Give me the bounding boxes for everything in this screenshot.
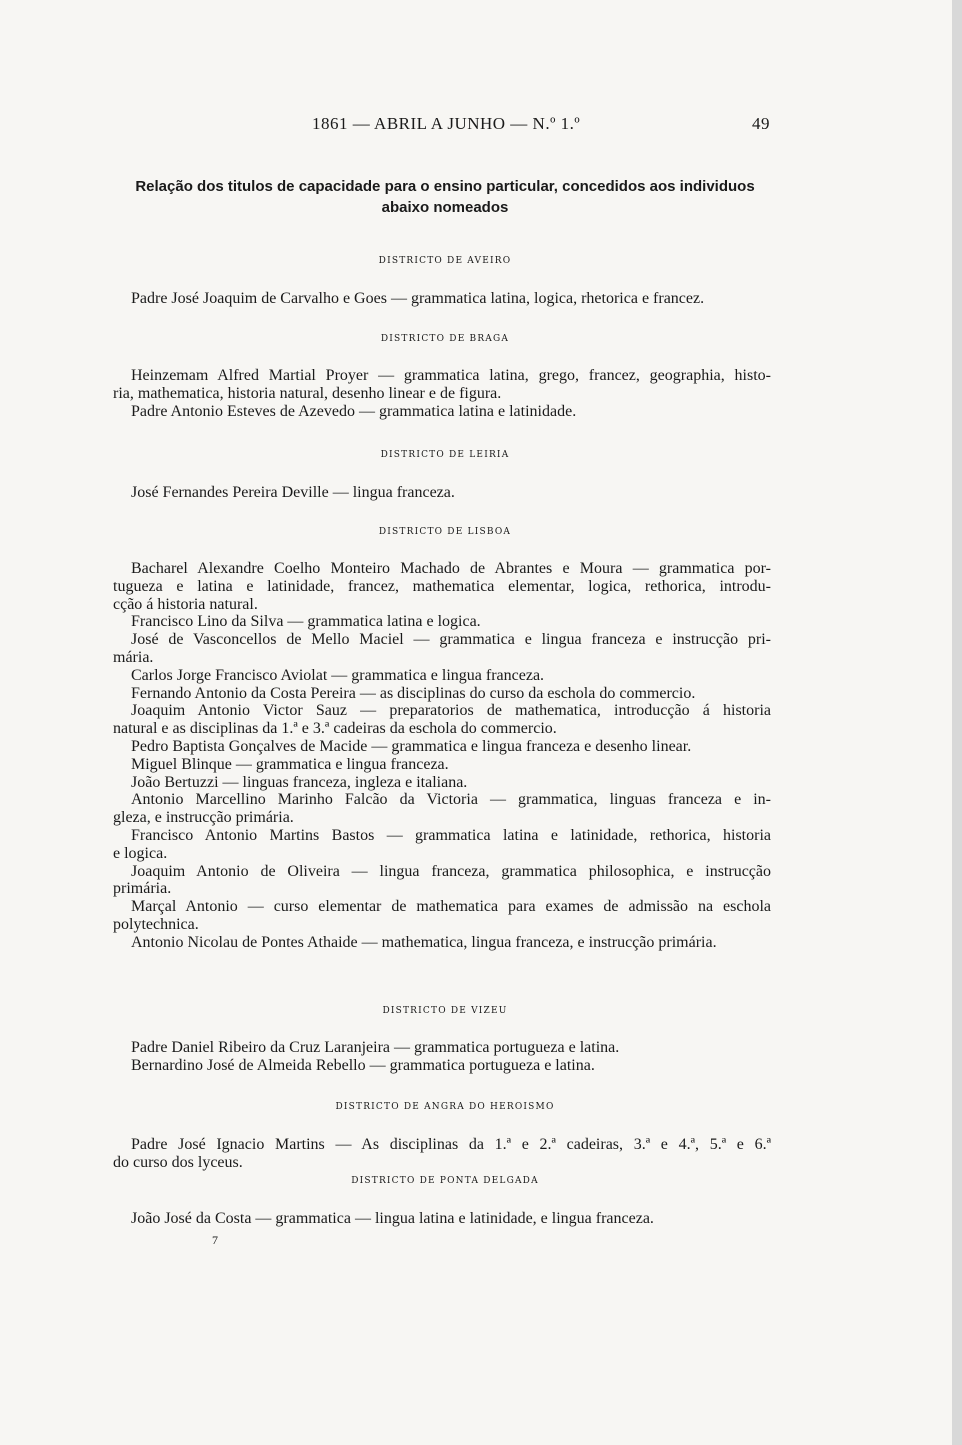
district-heading-vizeu: DISTRICTO DE VIZEU: [382, 1006, 508, 1016]
entry-line: polytechnica.: [113, 915, 199, 933]
entry-line: Miguel Blinque — grammatica e lingua franceza.: [131, 755, 449, 773]
entry-line: Marçal Antonio — curso elementar de mathematica para exames de admissão na eschola: [131, 898, 771, 916]
title-line: Relação dos titulos de capacidade para o ensino particular, concedidos aos individuos: [135, 178, 755, 195]
entry-line: ria, mathematica, historia natural, desenho linear e de figura.: [113, 384, 502, 402]
entry-line: Padre Daniel Ribeiro da Cruz Laranjeira — grammatica portugueza e latina.: [131, 1039, 620, 1056]
entry-line: gleza, e instrucção primária.: [113, 809, 294, 827]
district-heading-lisboa: DISTRICTO DE LISBOA: [378, 527, 512, 537]
entry-line: Padre José Ignacio Martins — As disciplinas da 1.ª e 2.ª cadeiras, 3.ª e 4.ª, 5.ª e 6.ª: [131, 1136, 771, 1153]
entry-line: Carlos Jorge Francisco Aviolat — grammatica e lingua franceza.: [131, 666, 545, 684]
section-aveiro: [131, 290, 771, 308]
entry-line: Antonio Nicolau de Pontes Athaide — mathematica, lingua franceza, e instrucção primária.: [131, 933, 717, 951]
district-heading-ponta-delgada: DISTRICTO DE PONTA DELGADA: [351, 1176, 539, 1186]
entry-line: Antonio Marcellino Marinho Falcão da Victoria — grammatica, linguas franceza e in-: [131, 791, 771, 809]
section-ponta-delgada: [113, 1210, 771, 1228]
entry-line: cção á historia natural.: [113, 595, 258, 613]
section-angra: [113, 1136, 771, 1172]
entry-line: Padre Antonio Esteves de Azevedo — grammatica latina e latinidade.: [131, 402, 577, 420]
entry-line: José Fernandes Pereira Deville — lingua franceza.: [131, 484, 455, 501]
entry-line: Bernardino José de Almeida Rebello — grammatica portugueza e latina.: [131, 1056, 595, 1074]
entry-line: José de Vasconcellos de Mello Maciel — grammatica e lingua franceza e instrucção pri-: [131, 631, 771, 649]
district-heading-aveiro: DISTRICTO DE AVEIRO: [378, 256, 512, 266]
entry-line: Pedro Baptista Gonçalves de Macide — grammatica e lingua franceza e desenho linear.: [131, 737, 692, 755]
running-head-title: 1861 — ABRIL A JUNHO — N.º 1.º: [312, 114, 581, 133]
entry-line: e logica.: [113, 844, 168, 862]
entry-line: natural e as disciplinas da 1.ª e 3.ª cadeiras da eschola do commercio.: [113, 720, 557, 738]
entry-line: João José da Costa — grammatica — lingua latina e latinidade, e lingua franceza.: [131, 1210, 654, 1227]
entry-line: Padre José Joaquim de Carvalho e Goes — grammatica latina, logica, rhetorica e francez.: [131, 290, 705, 307]
section-braga: [113, 367, 771, 420]
entry-line: João Bertuzzi — linguas franceza, ingleza e italiana.: [131, 773, 468, 791]
entry-line: mária.: [113, 648, 154, 666]
page-number: 49: [752, 114, 770, 133]
district-heading-braga: DISTRICTO DE BRAGA: [380, 334, 510, 344]
section-leiria: [113, 484, 771, 502]
title-line: abaixo nomeados: [381, 199, 509, 216]
entry-line: primária.: [113, 880, 172, 898]
signature-mark: 7: [212, 1233, 218, 1247]
district-heading-angra: DISTRICTO DE ANGRA DO HEROISMO: [335, 1102, 555, 1112]
district-heading-leiria: DISTRICTO DE LEIRIA: [380, 450, 510, 460]
entry-line: Heinzemam Alfred Martial Proyer — grammatica latina, grego, francez, geographia, histo-: [131, 367, 771, 384]
document-title: [100, 176, 790, 218]
section-lisboa: [113, 560, 771, 952]
section-vizeu: [113, 1039, 771, 1075]
entry-line: Francisco Antonio Martins Bastos — grammatica latina e latinidade, rethorica, historia: [131, 826, 771, 844]
entry-line: do curso dos lyceus.: [113, 1153, 243, 1171]
entry-line: Bacharel Alexandre Coelho Monteiro Machado de Abrantes e Moura — grammatica por-: [131, 560, 771, 577]
entry-line: Fernando Antonio da Costa Pereira — as disciplinas do curso da eschola do commercio.: [131, 684, 696, 702]
entry-line: Joaquim Antonio Victor Sauz — preparatorios de mathematica, introducção á historia: [131, 702, 771, 720]
entry-line: Francisco Lino da Silva — grammatica latina e logica.: [131, 613, 481, 631]
entry-line: Joaquim Antonio de Oliveira — lingua franceza, grammatica philosophica, e instrucção: [131, 862, 771, 880]
entry-line: tugueza e latina e latinidade, francez, mathematica elementar, logica, rethorica, introdu-: [113, 577, 771, 595]
